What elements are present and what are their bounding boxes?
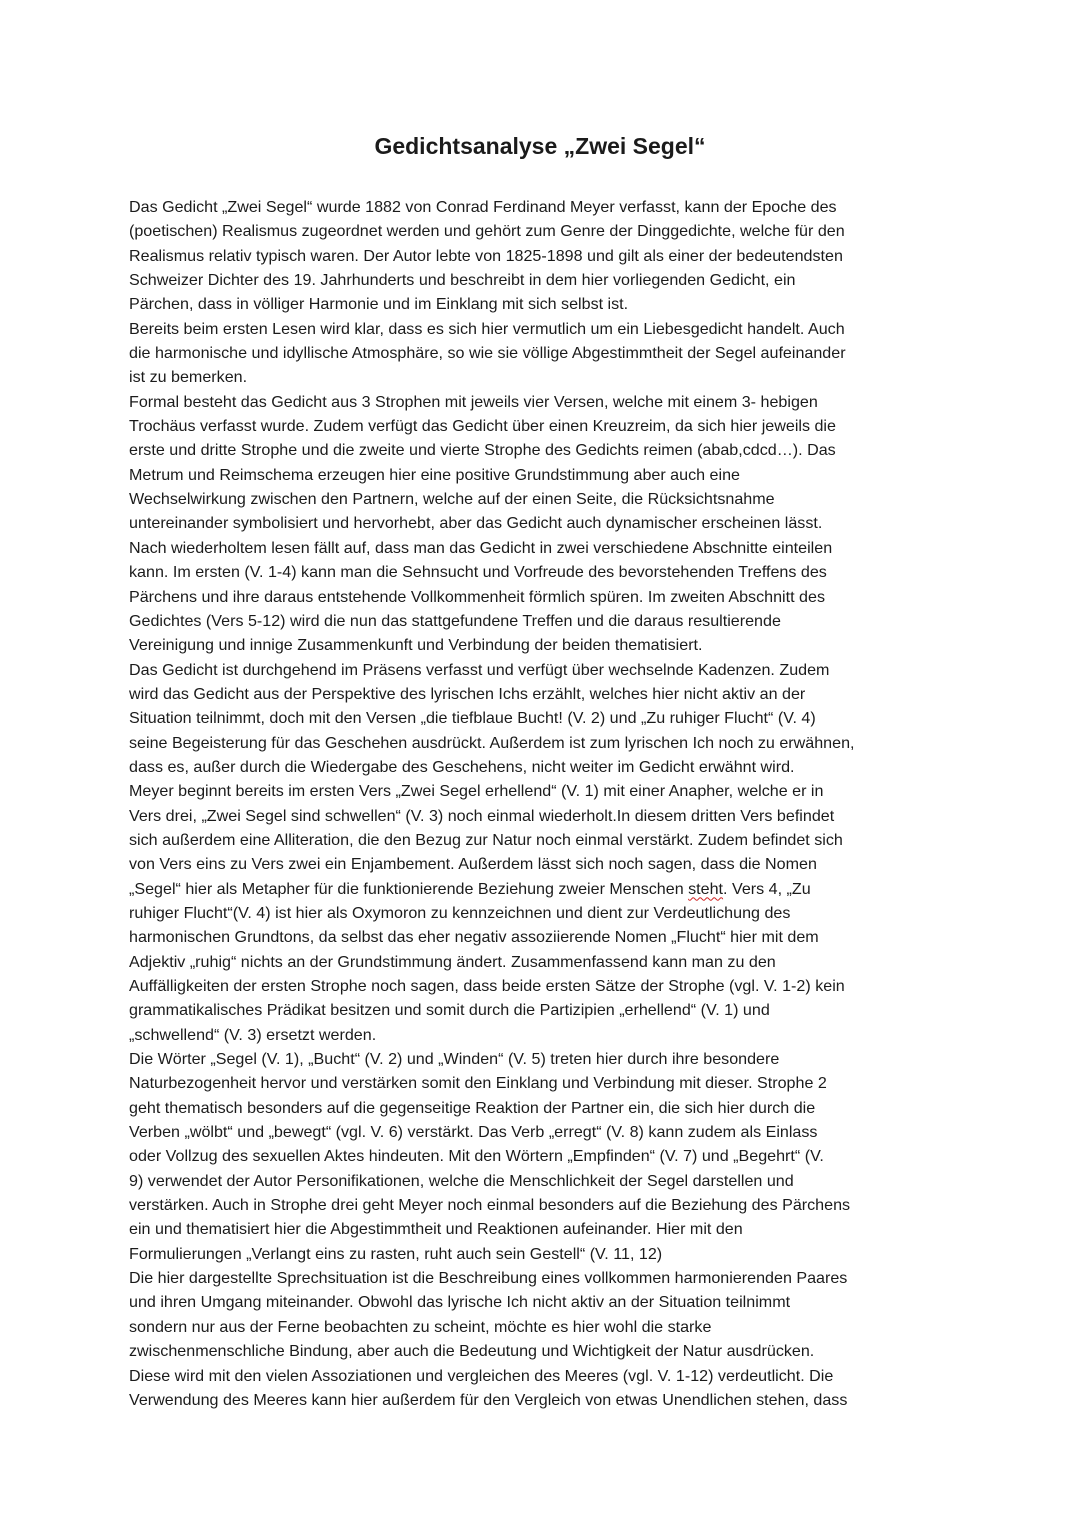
text-line: untereinander symbolisiert und hervorhebt, aber das Gedicht auch dynamischer erscheinen lässt. [129,514,823,533]
text-line: ein und thematisiert hier die Abgestimmtheit und Reaktionen aufeinander. Hier mit den [129,1220,743,1239]
text-line: erste und dritte Strophe und die zweite und vierte Strophe des Gedichts reimen (abab,cdcd…). Das [129,441,836,460]
text-line: Formulierungen „Verlangt eins zu rasten, ruht auch sein Gestell“ (V. 11, 12) [129,1244,663,1263]
text-line: die harmonische und idyllische Atmosphäre, so wie sie völlige Abgestimmtheit der Segel aufeinander [129,344,846,363]
text-line: Pärchens und ihre daraus entstehende Vollkommenheit förmlich spüren. Im zweiten Abschnitt des [129,587,825,606]
text-line: Diese wird mit den vielen Assoziationen und vergleichen des Meeres (vgl. V. 1-12) verdeutlicht. Die [129,1366,834,1385]
text-line: Trochäus verfasst wurde. Zudem verfügt das Gedicht über einen Kreuzreim, da sich hier jeweils die [129,417,836,436]
text-line: 9) verwendet der Autor Personifikationen, welche die Menschlichkeit der Segel darstellen und [129,1171,794,1190]
text-line: Vereinigung und innige Zusammenkunft und Verbindung der beiden thematisiert. [129,636,703,655]
text-line: sondern nur aus der Ferne beobachten zu scheint, möchte es hier wohl die starke [129,1317,712,1336]
text-line: zwischenmenschliche Bindung, aber auch die Bedeutung und Wichtigkeit der Natur ausdrücken. [129,1342,815,1361]
text-line: Das Gedicht „Zwei Segel“ wurde 1882 von Conrad Ferdinand Meyer verfasst, kann der Epoche des [129,198,837,216]
text-line: Die Wörter „Segel (V. 1), „Bucht“ (V. 2) und „Winden“ (V. 5) treten hier durch ihre besondere [129,1050,780,1069]
document-body [129,195,949,1412]
text-line: Meyer beginnt bereits im ersten Vers „Zwei Segel erhellend“ (V. 1) mit einer Anapher, welche er in [129,782,824,801]
text-line: Verwendung des Meeres kann hier außerdem für den Vergleich von etwas Unendlichen stehen, dass [129,1390,848,1409]
text-line: Gedichtes (Vers 5-12) wird die nun das stattgefundene Treffen und die daraus resultierende [129,611,781,630]
text-line: ruhiger Flucht“(V. 4) ist hier als Oxymoron zu kennzeichnen und dient zur Verdeutlichung des [129,903,791,922]
text-line: Das Gedicht ist durchgehend im Präsens verfasst und verfügt über wechselnde Kadenzen. Zudem [129,660,830,679]
text-line: Realismus relativ typisch waren. Der Autor lebte von 1825-1898 und gilt als einer der bedeutendsten [129,246,843,265]
text-line: oder Vollzug des sexuellen Aktes hindeuten. Mit den Wörtern „Empfinden“ (V. 7) und „Begehrt“ (V. [129,1147,824,1166]
text-line: wird das Gedicht aus der Perspektive des lyrischen Ichs erzählt, welches hier nicht aktiv an der [129,684,806,703]
text-line: kann. Im ersten (V. 1-4) kann man die Sehnsucht und Vorfreude des bevorstehenden Treffens des [129,563,827,582]
text-line: sich außerdem eine Alliteration, die den Bezug zur Natur noch einmal verstärkt. Zudem befindet sich [129,830,843,849]
text-line: harmonischen Grundtons, da selbst das eher negativ assoziierende Nomen „Flucht“ hier mit dem [129,928,819,947]
text-line: geht thematisch besonders auf die gegenseitige Reaktion der Partner ein, die sich hier durch die [129,1098,816,1117]
document-title: Gedichtsanalyse „Zwei Segel“ [374,133,706,159]
text-line: Metrum und Reimschema erzeugen hier eine positive Grundstimmung aber auch eine [129,465,740,484]
text-line: verstärken. Auch in Strophe drei geht Meyer noch einmal besonders auf die Beziehung des Pärchens [129,1196,851,1215]
text-line: Pärchen, dass in völliger Harmonie und im Einklang mit sich selbst ist. [129,295,629,314]
text-line: Vers drei, „Zwei Segel sind schwellen“ (V. 3) noch einmal wiederholt.In diesem dritten Vers befindet [129,806,835,825]
spellcheck-mark: steht [688,879,724,898]
text-line: (poetischen) Realismus zugeordnet werden und gehört zum Genre der Dinggedichte, welche für den [129,222,845,241]
text-line: Die hier dargestellte Sprechsituation ist die Beschreibung eines vollkommen harmonierenden Paares [129,1269,848,1288]
text-line: Adjektiv „ruhig“ nichts an der Grundstimmung ändert. Zusammenfassend kann man zu den [129,952,776,971]
text-line: Wechselwirkung zwischen den Partnern, welche auf der einen Seite, die Rücksichtsnahme [129,490,775,509]
text-line: Situation teilnimmt, doch mit den Versen „die tiefblaue Bucht! (V. 2) und „Zu ruhiger Flucht“ (V. 4) [129,709,816,728]
text-line: Verben „wölbt“ und „bewegt“ (vgl. V. 6) verstärkt. Das Verb „erregt“ (V. 8) kann zudem als Einlass [129,1123,818,1142]
text-line: ist zu bemerken. [129,368,248,387]
text-line: Auffälligkeiten der ersten Strophe noch sagen, dass beide ersten Sätze der Strophe (vgl. V. 1-2) kein [129,977,845,995]
text-line: dass es, außer durch die Wiedergabe des Geschehens, nicht weiter im Gedicht erwähnt wird. [129,757,795,776]
text-line: und ihren Umgang miteinander. Obwohl das lyrische Ich nicht aktiv an der Situation teilnimmt [129,1293,791,1312]
text-line: Bereits beim ersten Lesen wird klar, dass es sich hier vermutlich um ein Liebesgedicht handelt. Auch [129,319,845,338]
text-line: Schweizer Dichter des 19. Jahrhunderts und beschreibt in dem hier vorliegenden Gedicht, ein [129,271,796,290]
text-line: „schwellend“ (V. 3) ersetzt werden. [129,1025,377,1044]
text-line: Formal besteht das Gedicht aus 3 Strophen mit jeweils vier Versen, welche mit einem 3- hebigen [129,392,818,411]
text-line: seine Begeisterung für das Geschehen ausdrückt. Außerdem ist zum lyrischen Ich noch zu erwähnen, [129,733,855,752]
text-line: „Segel“ hier als Metapher für die funktionierende Beziehung zweier Menschen steht. Vers 4, „Zu [129,879,811,898]
text-line: Nach wiederholtem lesen fällt auf, dass man das Gedicht in zwei verschiedene Abschnitte einteilen [129,538,833,557]
text-line: grammatikalisches Prädikat besitzen und somit durch die Partizipien „erhellend“ (V. 1) und [129,1001,770,1020]
text-line: Naturbezogenheit hervor und verstärken somit den Einklang und Verbindung mit dieser. Strophe 2 [129,1074,827,1093]
text-line: von Vers eins zu Vers zwei ein Enjambement. Außerdem lässt sich noch sagen, dass die Nomen [129,855,817,874]
